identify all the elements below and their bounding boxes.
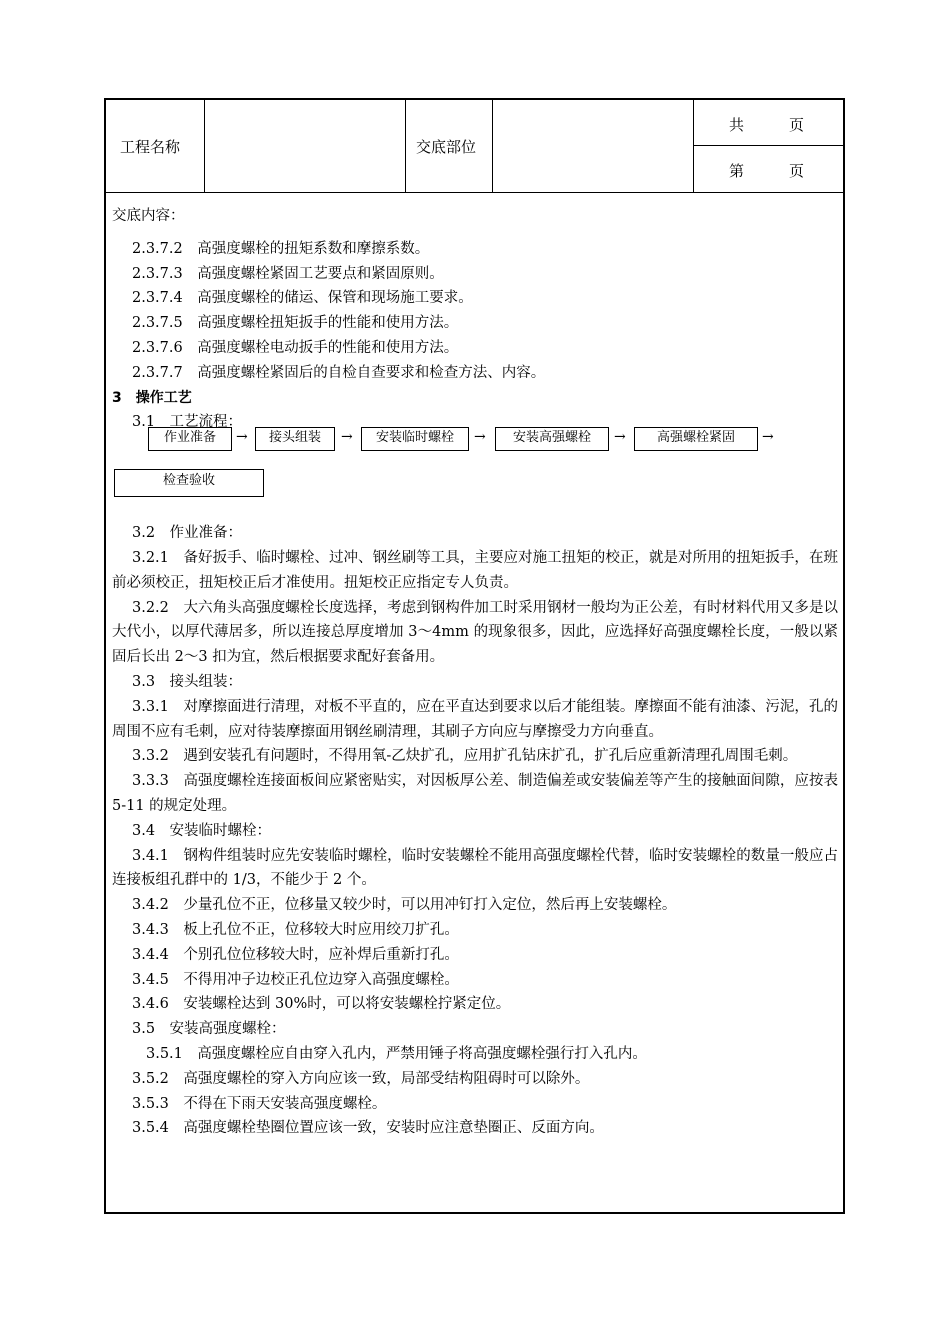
list-item: 3.4.6 安装螺栓达到 30%时，可以将安装螺栓拧紧定位。 <box>132 996 511 1013</box>
list-item: 2.3.7.2 高强度螺栓的扭矩系数和摩擦系数。 <box>132 240 430 257</box>
document-frame <box>104 98 845 1214</box>
paragraph: 3.2.2 大六角头高强度螺栓长度选择，考虑到钢构件加工时采用钢材一般均为正公差，有时材料代用又多是以大代小，以厚代薄居多，所以连接总厚度增加 3～4mm 的现象很多，因此，应选择好高强度螺栓长度，一般以紧固后长出 2～3 扣为宜，然后根据要求配好套备用。 <box>112 599 838 666</box>
process-flow <box>112 423 838 461</box>
flow-arrow: → <box>474 429 486 446</box>
list-item: 3.5.4 高强度螺栓垫圈位置应该一致，安装时应注意垫圈正、反面方向。 <box>132 1120 604 1137</box>
list-item: 3.4.2 少量孔位不正，位移量又较少时，可以用冲钉打入定位，然后再上安装螺栓。 <box>132 897 677 914</box>
header-divider <box>693 100 694 193</box>
list-item: 3.4.3 板上孔位不正，位移较大时应用绞刀扩孔。 <box>132 921 459 938</box>
subsection-heading: 3.4 安装临时螺栓： <box>132 822 272 839</box>
subsection-heading: 3.3 接头组装： <box>132 673 243 690</box>
list-item: 3.5.2 高强度螺栓的穿入方向应该一致，局部受结构阻碍时可以除外。 <box>132 1070 590 1087</box>
list-item: 2.3.7.4 高强度螺栓的储运、保管和现场施工要求。 <box>132 290 473 307</box>
flow-step: 接头组装 <box>255 427 335 451</box>
list-item: 3.4.4 个别孔位位移较大时，应补焊后重新打孔。 <box>132 946 459 963</box>
header-divider <box>204 100 205 193</box>
paragraph: 3.3.3 高强度螺栓连接面板间应紧密贴实，对因板厚公差、制造偏差或安装偏差等产生的接触面间隙，应按表 5-11 的规定处理。 <box>112 773 838 814</box>
list-item: 3.5.1 高强度螺栓应自由穿入孔内，严禁用锤子将高强度螺栓强行打入孔内。 <box>146 1045 647 1062</box>
header-divider <box>405 100 406 193</box>
subsection-heading: 3.5 安装高强度螺栓： <box>132 1021 286 1038</box>
flow-arrow: → <box>762 429 774 446</box>
paragraph: 3.2.1 备好扳手、临时螺栓、过冲、钢丝刷等工具，主要应对施工扭矩的校正，就是对所用的扭矩扳手，在班前必须校正，扭矩校正后才准使用。扭矩校正应指定专人负责。 <box>112 549 838 591</box>
paragraph: 3.3.2 遇到安装孔有问题时，不得用氧-乙炔扩孔，应用扩孔钻床扩孔，扩孔后应重新清理孔周围毛刺。 <box>132 748 798 765</box>
project-name-label: 工程名称 <box>120 138 181 156</box>
process-flow-row2 <box>112 461 838 521</box>
header-divider <box>492 100 493 193</box>
handover-part-label: 交底部位 <box>416 138 477 156</box>
subsection-heading: 3.2 作业准备： <box>132 525 243 542</box>
list-item: 3.4.5 不得用冲子边校正孔位边穿入高强度螺栓。 <box>132 971 459 988</box>
header-divider <box>693 145 843 146</box>
page-number: 第 页 <box>729 162 805 180</box>
list-item: 2.3.7.6 高强度螺栓电动扳手的性能和使用方法。 <box>132 339 459 356</box>
paragraph: 3.3.1 对摩擦面进行清理，对板不平直的，应在平直达到要求以后才能组装。摩擦面不能有油漆、污泥，孔的周围不应有毛刺，应对待装摩擦面用钢丝刷清理，其刷子方向应与摩擦受力方向垂直。 <box>112 698 838 740</box>
header-table <box>106 100 843 193</box>
flow-step: 检查验收 <box>114 469 264 497</box>
flow-step: 高强螺栓紧固 <box>634 427 758 451</box>
handover-content <box>112 204 838 1141</box>
subsection-heading: 3.1 工艺流程： <box>132 414 243 431</box>
flow-step: 安装临时螺栓 <box>361 427 469 451</box>
list-item: 3.5.3 不得在下雨天安装高强度螺栓。 <box>132 1095 387 1112</box>
total-pages: 共 页 <box>729 116 805 134</box>
flow-step: 作业准备 <box>148 427 232 451</box>
flow-arrow: → <box>341 429 353 446</box>
flow-arrow: → <box>236 429 248 446</box>
list-item: 2.3.7.5 高强度螺栓扭矩扳手的性能和使用方法。 <box>132 315 459 332</box>
flow-step: 安装高强螺栓 <box>495 427 609 451</box>
list-item: 2.3.7.3 高强度螺栓紧固工艺要点和紧固原则。 <box>132 265 444 282</box>
flow-arrow: → <box>614 429 626 446</box>
paragraph: 3.4.1 钢构件组装时应先安装临时螺栓，临时安装螺栓不能用高强度螺栓代替，临时安装螺栓的数量一般应占连接板组孔群中的 1/3，不能少于 2 个。 <box>112 847 838 889</box>
section-heading: 3 操作工艺 <box>112 389 192 406</box>
list-item: 2.3.7.7 高强度螺栓紧固后的自检自查要求和检查方法、内容。 <box>132 364 546 381</box>
content-label: 交底内容： <box>112 208 185 224</box>
